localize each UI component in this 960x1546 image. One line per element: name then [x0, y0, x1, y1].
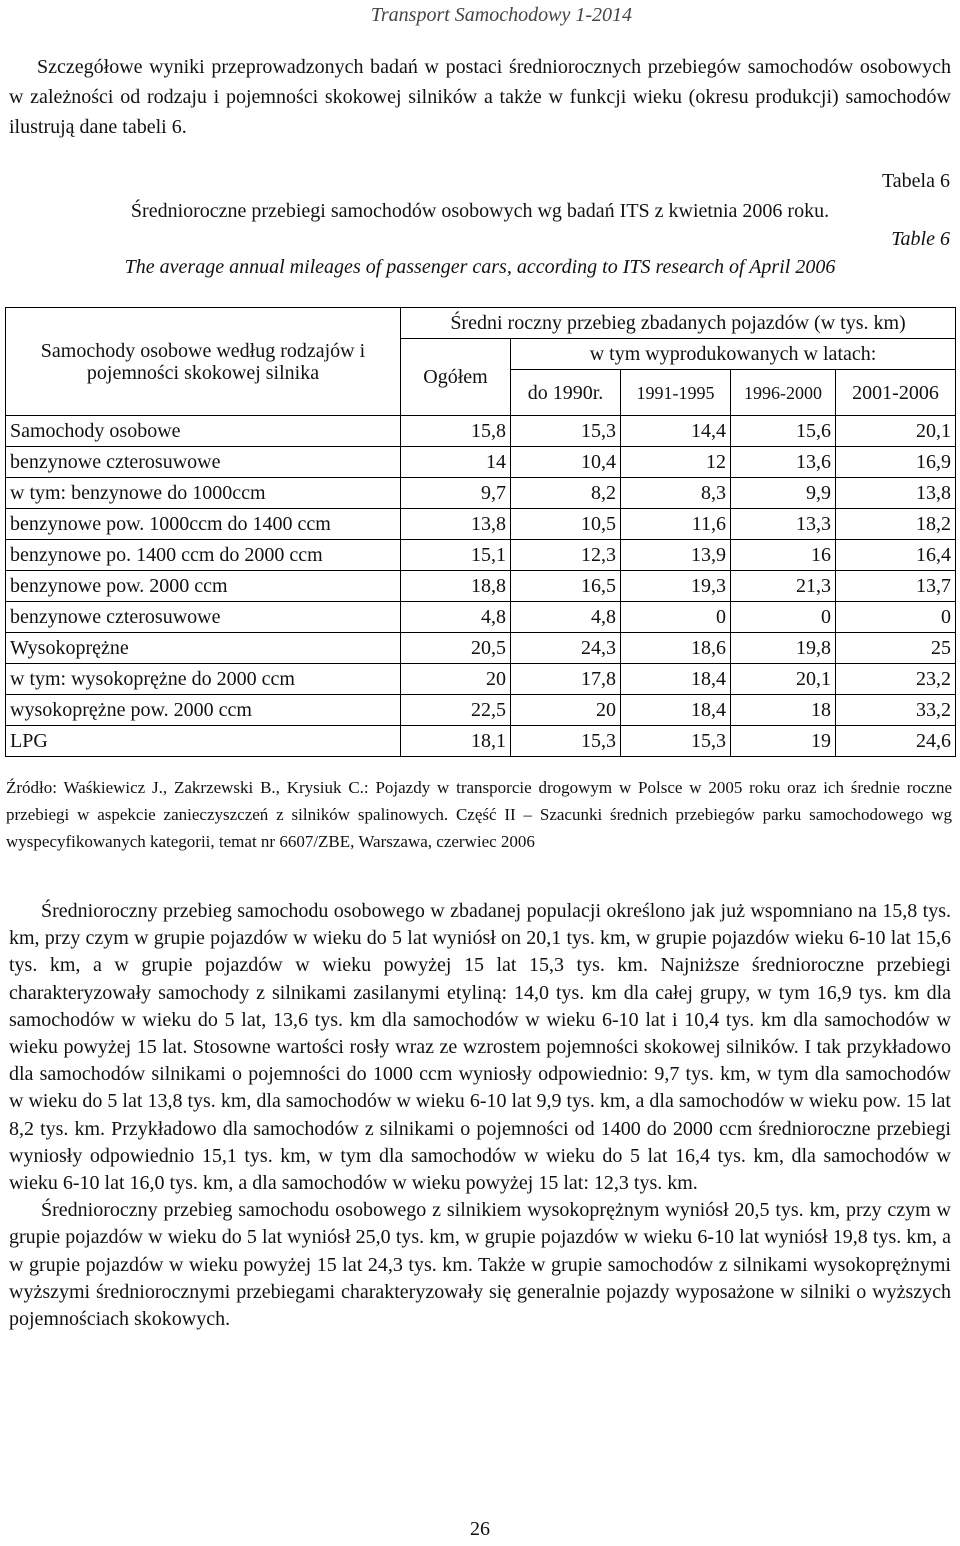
row-label: w tym: wysokoprężne do 2000 ccm	[6, 664, 401, 695]
table-cell: 33,2	[836, 695, 956, 726]
body-paragraph-2: Średnioroczny przebieg samochodu osobowego z silnikiem wysokoprężnym wyniósł 20,5 tys. km, przy czym w grupie pojazdów w wieku do 5 lat wyniósł 25,0 tys. km, w grupie pojazdów w wieku 6-10 lat wyniósł 19,8 tys. km, a w grupie pojazdów w wieku powyżej 15 lat 24,3 tys. km. Także w grupie samochodów z silnikami wysokoprężnymi wyższymi średniorocznymi przebiegami charakteryzowały się generalnie pojazdy wyposażone w silniki o wyższych pojemnościach skokowych.	[9, 1199, 951, 1331]
table-cell: 23,2	[836, 664, 956, 695]
table-row	[6, 447, 956, 478]
row-label: benzynowe pow. 1000ccm do 1400 ccm	[6, 509, 401, 540]
table-row	[6, 633, 956, 664]
row-label: wysokoprężne pow. 2000 ccm	[6, 695, 401, 726]
table-row	[6, 478, 956, 509]
running-header: Transport Samochodowy 1-2014	[370, 4, 632, 26]
table-cell: 15,6	[731, 416, 836, 447]
table-cell: 20	[401, 664, 511, 695]
table-cell: 17,8	[511, 664, 621, 695]
table-cell: 4,8	[511, 602, 621, 633]
row-label: benzynowe po. 1400 ccm do 2000 ccm	[6, 540, 401, 571]
header-total: Ogółem	[401, 339, 511, 416]
table-cell: 13,8	[401, 509, 511, 540]
row-label: Samochody osobowe	[6, 416, 401, 447]
table-cell: 19	[731, 726, 836, 757]
table-cell: 18,6	[621, 633, 731, 664]
header-year-col: 2001-2006	[836, 370, 956, 416]
table-row	[6, 664, 956, 695]
header-year-col: do 1990r.	[511, 370, 621, 416]
table-cell: 8,3	[621, 478, 731, 509]
table-cell: 13,9	[621, 540, 731, 571]
table-cell: 11,6	[621, 509, 731, 540]
body-paragraph-1: Średnioroczny przebieg samochodu osobowego w zbadanej populacji określono jak już wspomniano na 15,8 tys. km, przy czym w grupie pojazdów w wieku do 5 lat wyniósł on 20,1 tys. km, w grupie pojazdów wieku 6-10 lat 15,6 tys. km, a w grupie pojazdów w wieku powyżej 15 lat 15,3 tys. km. Najniższe średnioroczne przebiegi charakteryzowały samochody z silnikami zasilanymi etyliną: 14,0 tys. km dla całej grupy, w tym 16,9 tys. km dla samochodów w wieku do 5 lat, 13,6 tys. km dla samochodów w wieku 6-10 lat i 10,4 tys. km dla samochodów w wieku powyżej 15 lat. Stosowne wartości rosły wraz ze wzrostem pojemności skokowej silników. I tak przykładowo dla samochodów silnikami o pojemności do 1000 ccm wyniosły odpowiednio: 9,7 tys. km, w tym dla samochodów w wieku do 5 lat 13,8 tys. km, dla samochodów w wieku 6-10 lat 9,9 tys. km, a dla samochodów w wieku pow. 15 lat 8,2 tys. km. Przykładowo dla samochodów z silnikami o pojemności od 1400 do 2000 ccm średnioroczne przebiegi wyniosły odpowiednio 15,1 tys. km, w tym dla samochodów w wieku do 5 lat 16,4 tys. km, dla samochodów w wieku 6-10 lat 16,0 tys. km, a dla samochodów w wieku powyżej 15 lat: 12,3 tys. km.	[9, 900, 951, 1195]
table-cell: 18	[731, 695, 836, 726]
table-cell: 0	[731, 602, 836, 633]
table-cell: 18,4	[621, 695, 731, 726]
table-cell: 18,8	[401, 571, 511, 602]
table-cell: 14,4	[621, 416, 731, 447]
header-year-col: 1991-1995	[621, 370, 731, 416]
header-group: Średni roczny przebieg zbadanych pojazdów (w tys. km)	[401, 308, 956, 339]
row-label: benzynowe czterosuwowe	[6, 602, 401, 633]
header-year-col: 1996-2000	[731, 370, 836, 416]
table-row	[6, 726, 956, 757]
mileage-table	[5, 307, 956, 757]
intro-text: Szczegółowe wyniki przeprowadzonych badań w postaci średniorocznych przebiegów samochodów osobowych w zależności od rodzaju i pojemności skokowej silników a także w funkcji wieku (okresu produkcji) samochodów ilustrują dane tabeli 6.	[9, 56, 951, 138]
table-row	[6, 509, 956, 540]
table-cell: 20	[511, 695, 621, 726]
table-cell: 16,4	[836, 540, 956, 571]
page-number: 26	[470, 1518, 490, 1540]
table-cell: 10,5	[511, 509, 621, 540]
table-cell: 15,8	[401, 416, 511, 447]
table-cell: 15,1	[401, 540, 511, 571]
source-note: Źródło: Waśkiewicz J., Zakrzewski B., Krysiuk C.: Pojazdy w transporcie drogowym w Polsce w 2005 roku oraz ich średnie roczne przebiegi w aspekcie zanieczyszczeń z silników spalinowych. Część II – Szacunki średnich przebiegów parku samochodowego wg wyspecyfikowanych kategorii, temat nr 6607/ZBE, Warszawa, czerwiec 2006	[6, 778, 952, 851]
table-row	[6, 695, 956, 726]
table-row	[6, 540, 956, 571]
table-cell: 0	[836, 602, 956, 633]
table-label-pl: Tabela 6	[881, 170, 950, 192]
table-cell: 13,3	[731, 509, 836, 540]
table-cell: 18,1	[401, 726, 511, 757]
table-cell: 9,9	[731, 478, 836, 509]
body-text	[9, 898, 951, 1333]
table-cell: 9,7	[401, 478, 511, 509]
table-cell: 8,2	[511, 478, 621, 509]
intro-paragraph	[9, 52, 951, 142]
row-label: benzynowe czterosuwowe	[6, 447, 401, 478]
table-caption-en: The average annual mileages of passenger cars, according to ITS research of April 2006	[124, 256, 836, 278]
table-cell: 16,9	[836, 447, 956, 478]
row-label: LPG	[6, 726, 401, 757]
table-row	[6, 571, 956, 602]
table-cell: 15,3	[511, 416, 621, 447]
table-cell: 22,5	[401, 695, 511, 726]
table-header-row-1	[6, 308, 956, 339]
table-cell: 12,3	[511, 540, 621, 571]
table-cell: 10,4	[511, 447, 621, 478]
table-cell: 25	[836, 633, 956, 664]
table-cell: 19,8	[731, 633, 836, 664]
table-cell: 16	[731, 540, 836, 571]
table-row	[6, 416, 956, 447]
header-category: Samochody osobowe według rodzajów i pojemności skokowej silnika	[6, 308, 401, 416]
table-cell: 13,7	[836, 571, 956, 602]
table-cell: 18,2	[836, 509, 956, 540]
header-subgroup: w tym wyprodukowanych w latach:	[511, 339, 956, 370]
table-cell: 15,3	[511, 726, 621, 757]
table-cell: 20,1	[836, 416, 956, 447]
table-row	[6, 602, 956, 633]
table-cell: 15,3	[621, 726, 731, 757]
table-cell: 24,3	[511, 633, 621, 664]
table-cell: 12	[621, 447, 731, 478]
table-cell: 20,5	[401, 633, 511, 664]
table-cell: 24,6	[836, 726, 956, 757]
table-body	[6, 416, 956, 757]
table-cell: 13,8	[836, 478, 956, 509]
table-caption-pl: Średnioroczne przebiegi samochodów osobowych wg badań ITS z kwietnia 2006 roku.	[130, 200, 830, 222]
table-cell: 13,6	[731, 447, 836, 478]
table-cell: 16,5	[511, 571, 621, 602]
table-label-en: Table 6	[891, 228, 950, 250]
row-label: benzynowe pow. 2000 ccm	[6, 571, 401, 602]
table-cell: 0	[621, 602, 731, 633]
table-cell: 20,1	[731, 664, 836, 695]
table-cell: 21,3	[731, 571, 836, 602]
table-cell: 14	[401, 447, 511, 478]
table-cell: 4,8	[401, 602, 511, 633]
row-label: Wysokoprężne	[6, 633, 401, 664]
table-cell: 19,3	[621, 571, 731, 602]
table-cell: 18,4	[621, 664, 731, 695]
row-label: w tym: benzynowe do 1000ccm	[6, 478, 401, 509]
